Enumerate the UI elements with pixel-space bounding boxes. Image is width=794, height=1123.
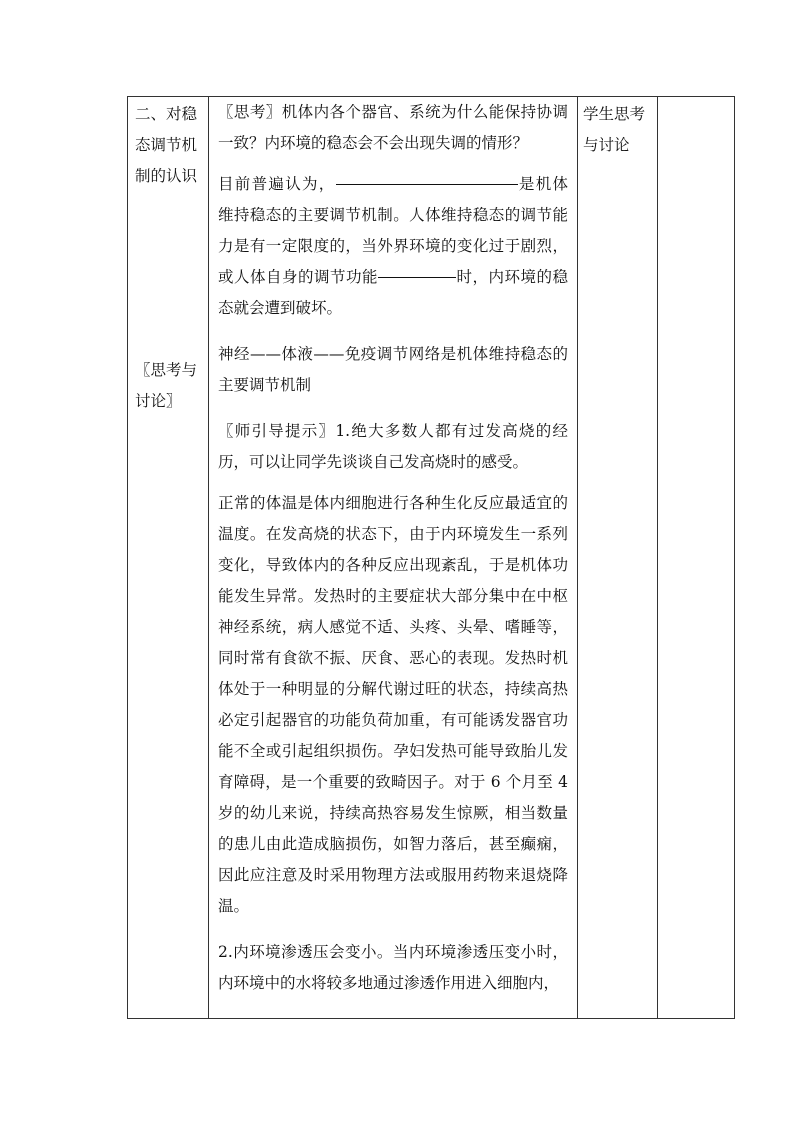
student-activity: 学生思考与讨论 [583, 105, 646, 154]
lesson-plan-table [127, 96, 735, 1019]
spacer [135, 192, 204, 355]
content-column [209, 97, 578, 1019]
section-heading: 二、对稳态调节机制的认识 [135, 105, 198, 185]
teacher-hint: 〖师引导提示〗1.绝大多数人都有过发高烧的经历，可以让同学先谈谈自己发高烧时的感受。 [218, 422, 568, 471]
fill-text-2: 是机体维持稳态的主要调节机制。人体维持稳态的调节能力是有一定限度的，当外界环境的变化过于剧烈，或人体自身的调节功能 [218, 175, 568, 286]
section-column [128, 97, 209, 1019]
discussion-label: 〖思考与讨论〗 [135, 361, 198, 410]
answer-paragraph: 神经——体液——免疫调节网络是机体维持稳态的主要调节机制 [218, 345, 568, 394]
think-prompt: 〖思考〗机体内各个器官、系统为什么能保持协调一致？内环境的稳态会不会出现失调的情形？ [218, 103, 568, 152]
osmotic-paragraph: 2.内环境渗透压会变小。当内环境渗透压变小时，内环境中的水将较多地通过渗透作用进入细胞内， [218, 943, 568, 992]
answer-blank-2[interactable] [378, 276, 456, 278]
fill-text-3: 时，内环境的稳态就会遭到破坏。 [218, 268, 568, 317]
table-row [128, 97, 735, 1019]
fever-paragraph: 正常的体温是体内细胞进行各种生化反应最适宜的温度。在发高烧的状态下，由于内环境发生一系列变化，导致体内的各种反应出现紊乱，于是机体功能发生异常。发热时的主要症状大部分集中在中枢神经系统，病人感觉不适、头疼、头晕、嗜睡等，同时常有食欲不振、厌食、恶心的表现。发热时机体处于一种明显的分解代谢过旺的状态，持续高热必定引起器官的功能负荷加重，有可能诱发器官功能不全或引起组织损伤。孕妇发热可能导致胎儿发育障碍，是一个重要的致畸因子。对于 6 个月至 4 岁的幼儿来说，持续高热容易发生惊厥，相当数量的患儿由此造成脑损伤，如智力落后，甚至癫痫，因此应注意及时采用物理方法或服用药物来退烧降温。 [218, 494, 568, 915]
activity-column [578, 97, 658, 1019]
notes-column [658, 97, 735, 1019]
fill-in-blank-paragraph [218, 169, 568, 324]
answer-blank-1[interactable] [336, 183, 518, 185]
fill-text-1: 目前普遍认为， [218, 175, 336, 193]
